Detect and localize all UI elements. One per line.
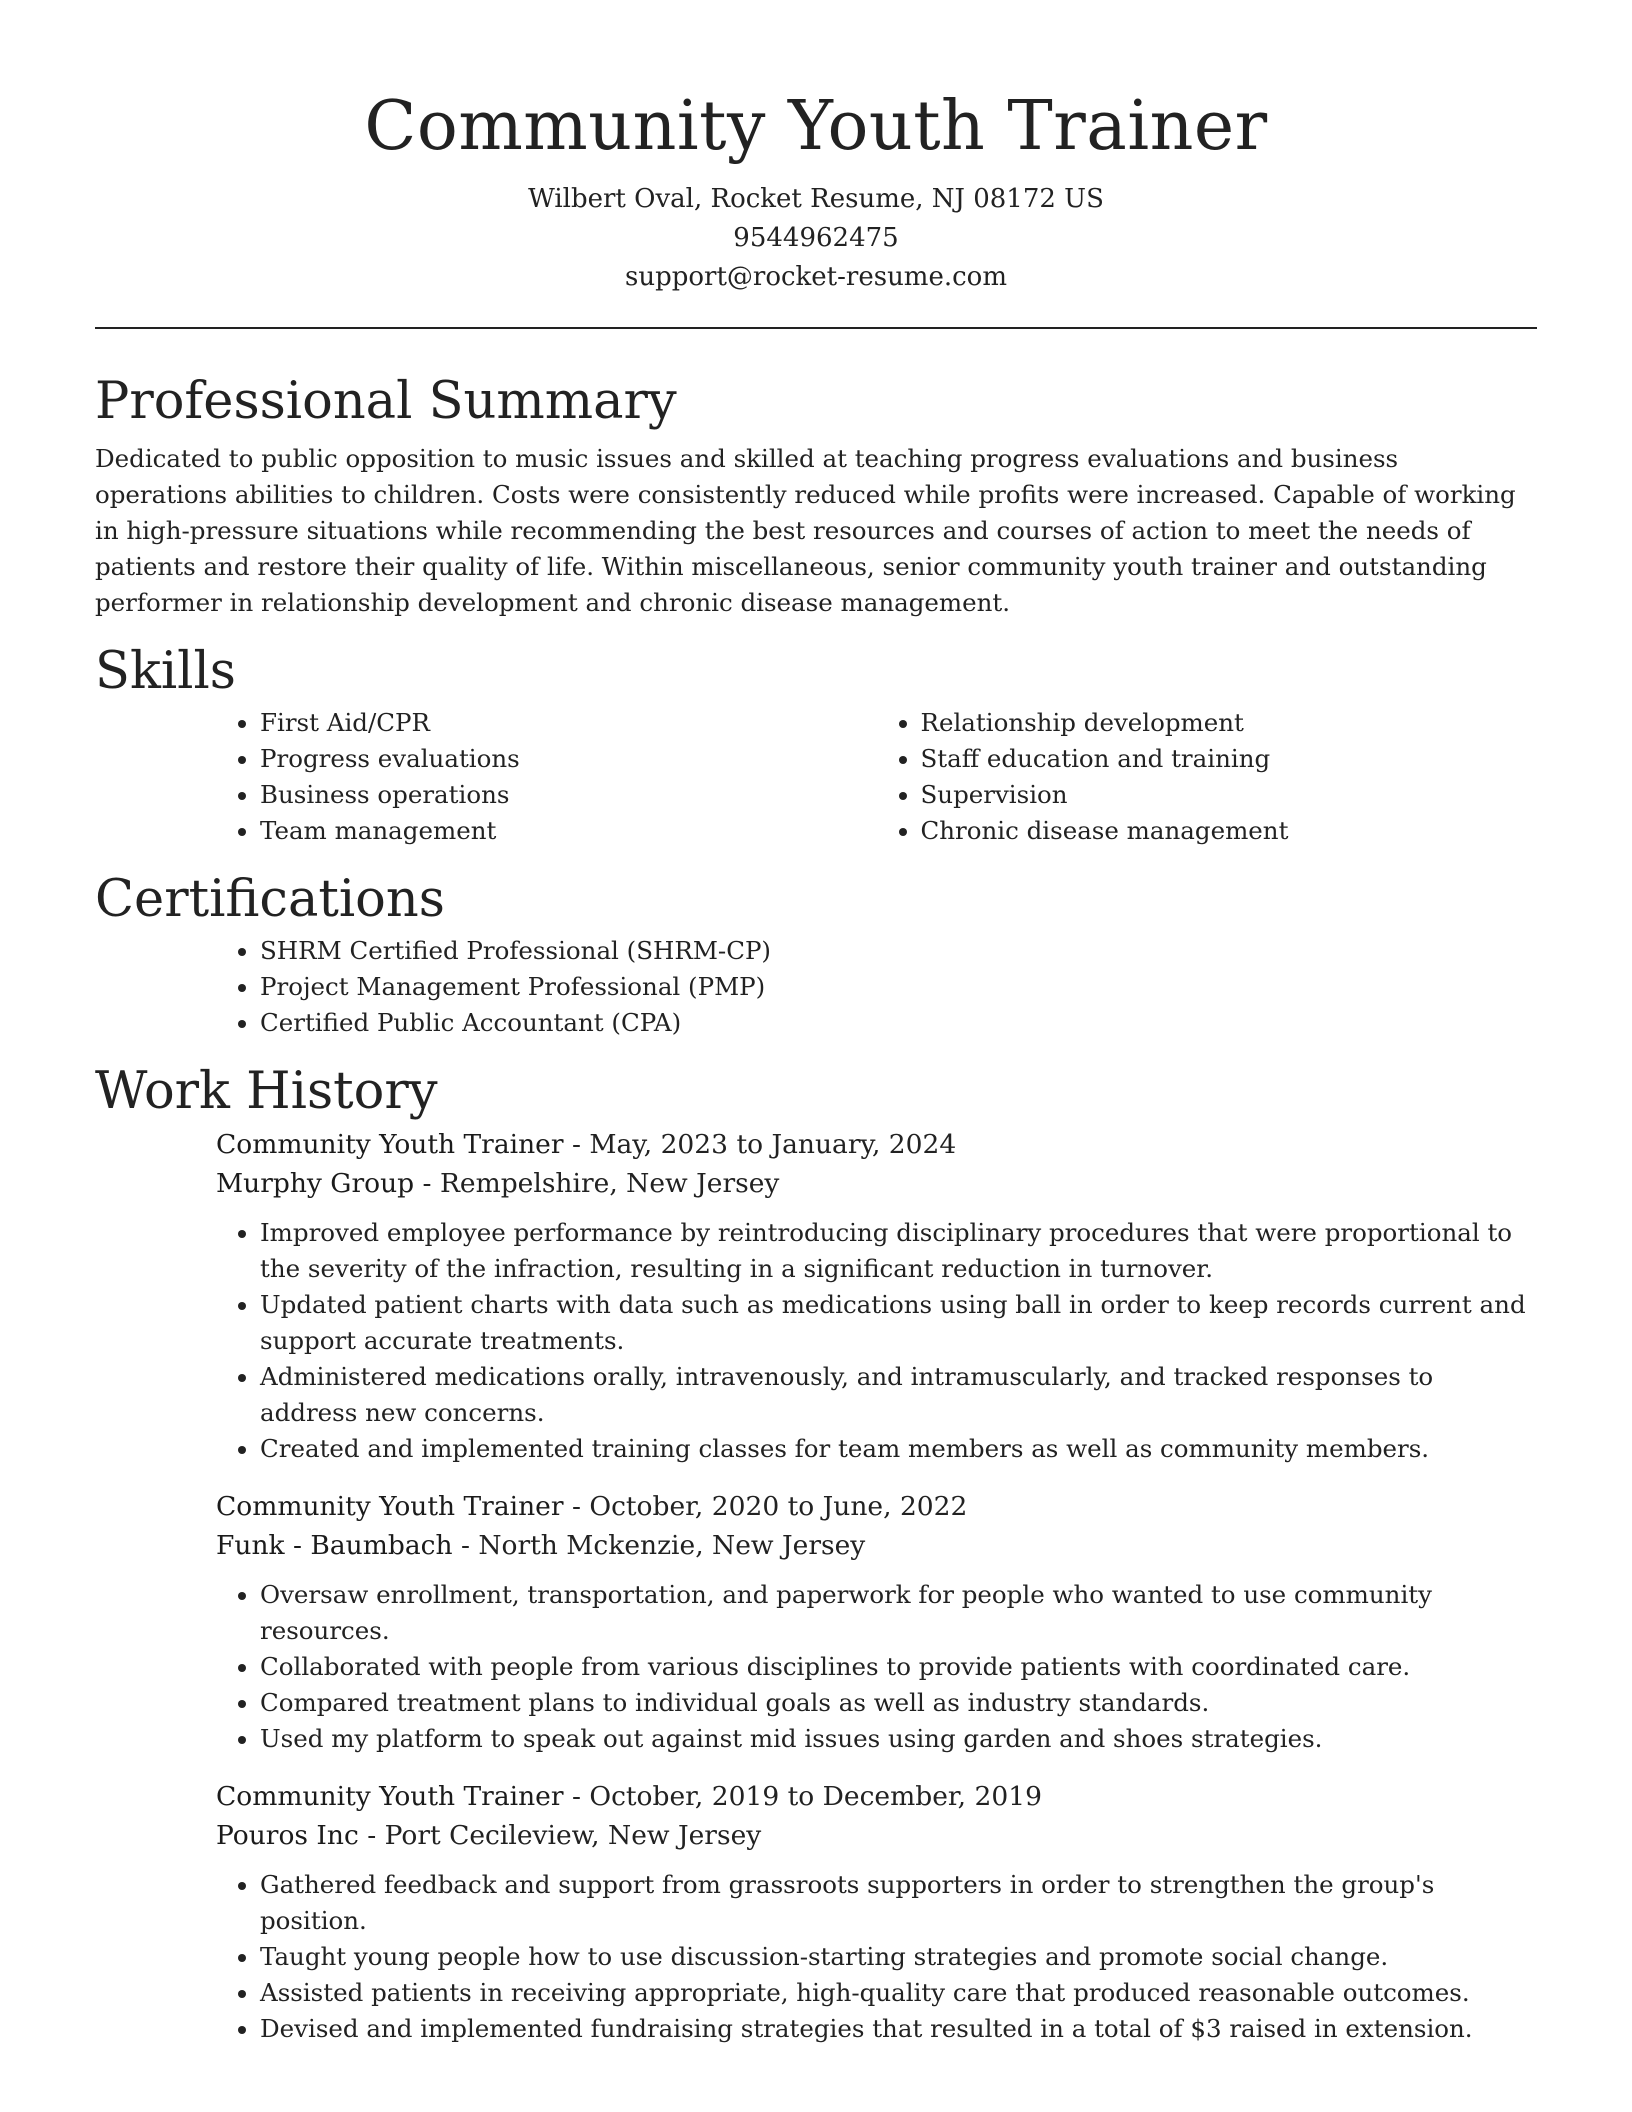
job-company: Pouros Inc — [216, 1820, 359, 1851]
job-bullet: • Updated patient charts with data such as medications using ball in order to keep records current and support accurate treatments. — [260, 1287, 1537, 1359]
skill-item: • Staff education and training — [921, 741, 1538, 777]
job-company-line: Funk - Baumbach - North Mckenzie, New Jersey — [216, 1530, 866, 1561]
skills-section — [95, 639, 1537, 849]
job-title: Community Youth Trainer — [216, 1491, 564, 1522]
certifications-heading: Certifications — [95, 870, 445, 929]
contact-email: support@rocket-resume.com — [624, 262, 1007, 292]
job-location: Rempelshire, New Jersey — [439, 1168, 780, 1199]
summary-heading: Professional Summary — [95, 372, 677, 431]
job-entry — [216, 1125, 1537, 1467]
job-dates: October, 2019 to December, 2019 — [589, 1781, 1042, 1812]
job-company: Funk - Baumbach — [216, 1530, 453, 1561]
job-title-line: Community Youth Trainer - May, 2023 to January, 2024 — [216, 1129, 957, 1160]
resume-name: Community Youth Trainer — [364, 87, 1268, 166]
skill-item: • Progress evaluations — [260, 741, 877, 777]
job-dates: May, 2023 to January, 2024 — [589, 1129, 957, 1160]
work-history-section — [95, 1059, 1537, 2047]
job-bullets — [216, 1867, 1537, 2047]
certification-item: • Project Management Professional (PMP) — [260, 969, 1537, 1005]
skill-item: • Business operations — [260, 777, 877, 813]
resume-header — [95, 0, 1537, 297]
skill-item: • Chronic disease management — [921, 813, 1538, 849]
job-bullet: • Compared treatment plans to individual goals as well as industry standards. — [260, 1685, 1537, 1721]
skill-item: • Relationship development — [921, 705, 1538, 741]
job-company: Murphy Group — [216, 1168, 415, 1199]
job-location: North Mckenzie, New Jersey — [478, 1530, 866, 1561]
contact-phone: 9544962475 — [733, 223, 899, 253]
skill-item: • First Aid/CPR — [260, 705, 877, 741]
skills-heading: Skills — [95, 642, 236, 701]
job-bullet: • Assisted patients in receiving appropriate, high-quality care that produced reasonable outcomes. — [260, 1975, 1537, 2011]
job-title-line: Community Youth Trainer - October, 2020 to June, 2022 — [216, 1491, 968, 1522]
job-bullets — [216, 1215, 1537, 1467]
contact-block — [95, 180, 1537, 297]
certifications-section — [95, 867, 1537, 1041]
job-entry — [216, 1777, 1537, 2047]
certification-item: • SHRM Certified Professional (SHRM-CP) — [260, 933, 1537, 969]
header-divider — [95, 327, 1537, 329]
skill-item: • Supervision — [921, 777, 1538, 813]
job-bullet: • Taught young people how to use discussion-starting strategies and promote social change. — [260, 1939, 1537, 1975]
job-company-line: Pouros Inc - Port Cecileview, New Jersey — [216, 1820, 762, 1851]
job-location: Port Cecileview, New Jersey — [384, 1820, 762, 1851]
skills-right-list — [877, 705, 1538, 849]
summary-text: Dedicated to public opposition to music issues and skilled at teaching progress evaluations and business operations abilities to children. Costs were consistently reduced while profits were increased. Capable of working in high-pressure situations while recommending the best resources and courses of action to meet the needs of patients and restore their quality of life. Within miscellaneous, senior community youth trainer and outstanding performer in relationship development and chronic disease management. — [95, 444, 1516, 617]
certifications-list — [216, 933, 1537, 1041]
certifications-list-wrap — [216, 933, 1537, 1041]
job-bullet: • Used my platform to speak out against mid issues using garden and shoes strategies. — [260, 1721, 1537, 1757]
job-bullet: • Created and implemented training classes for team members as well as community members. — [260, 1431, 1537, 1467]
job-bullet: • Administered medications orally, intravenously, and intramuscularly, and tracked responses to address new concerns. — [260, 1359, 1537, 1431]
job-bullets — [216, 1577, 1537, 1757]
job-bullet: • Oversaw enrollment, transportation, and paperwork for people who wanted to use community resources. — [260, 1577, 1537, 1649]
job-bullet: • Collaborated with people from various disciplines to provide patients with coordinated care. — [260, 1649, 1537, 1685]
work-history-heading: Work History — [95, 1062, 438, 1121]
job-title: Community Youth Trainer — [216, 1129, 564, 1160]
contact-address: Wilbert Oval, Rocket Resume, NJ 08172 US — [528, 184, 1104, 214]
job-title: Community Youth Trainer — [216, 1781, 564, 1812]
certification-item: • Certified Public Accountant (CPA) — [260, 1005, 1537, 1041]
job-dates: October, 2020 to June, 2022 — [589, 1491, 968, 1522]
job-title-line: Community Youth Trainer - October, 2019 to December, 2019 — [216, 1781, 1042, 1812]
job-bullet: • Devised and implemented fundraising strategies that resulted in a total of $3 raised in extension. — [260, 2011, 1537, 2047]
job-bullet: • Gathered feedback and support from grassroots supporters in order to strengthen the group's position. — [260, 1867, 1537, 1939]
skill-item: • Team management — [260, 813, 877, 849]
job-entry — [216, 1487, 1537, 1757]
summary-section — [95, 369, 1537, 621]
job-company-line: Murphy Group - Rempelshire, New Jersey — [216, 1168, 780, 1199]
skills-grid — [216, 705, 1537, 849]
job-bullet: • Improved employee performance by reintroducing disciplinary procedures that were proportional to the severity of the infraction, resulting in a significant reduction in turnover. — [260, 1215, 1537, 1287]
skills-left-list — [216, 705, 877, 849]
